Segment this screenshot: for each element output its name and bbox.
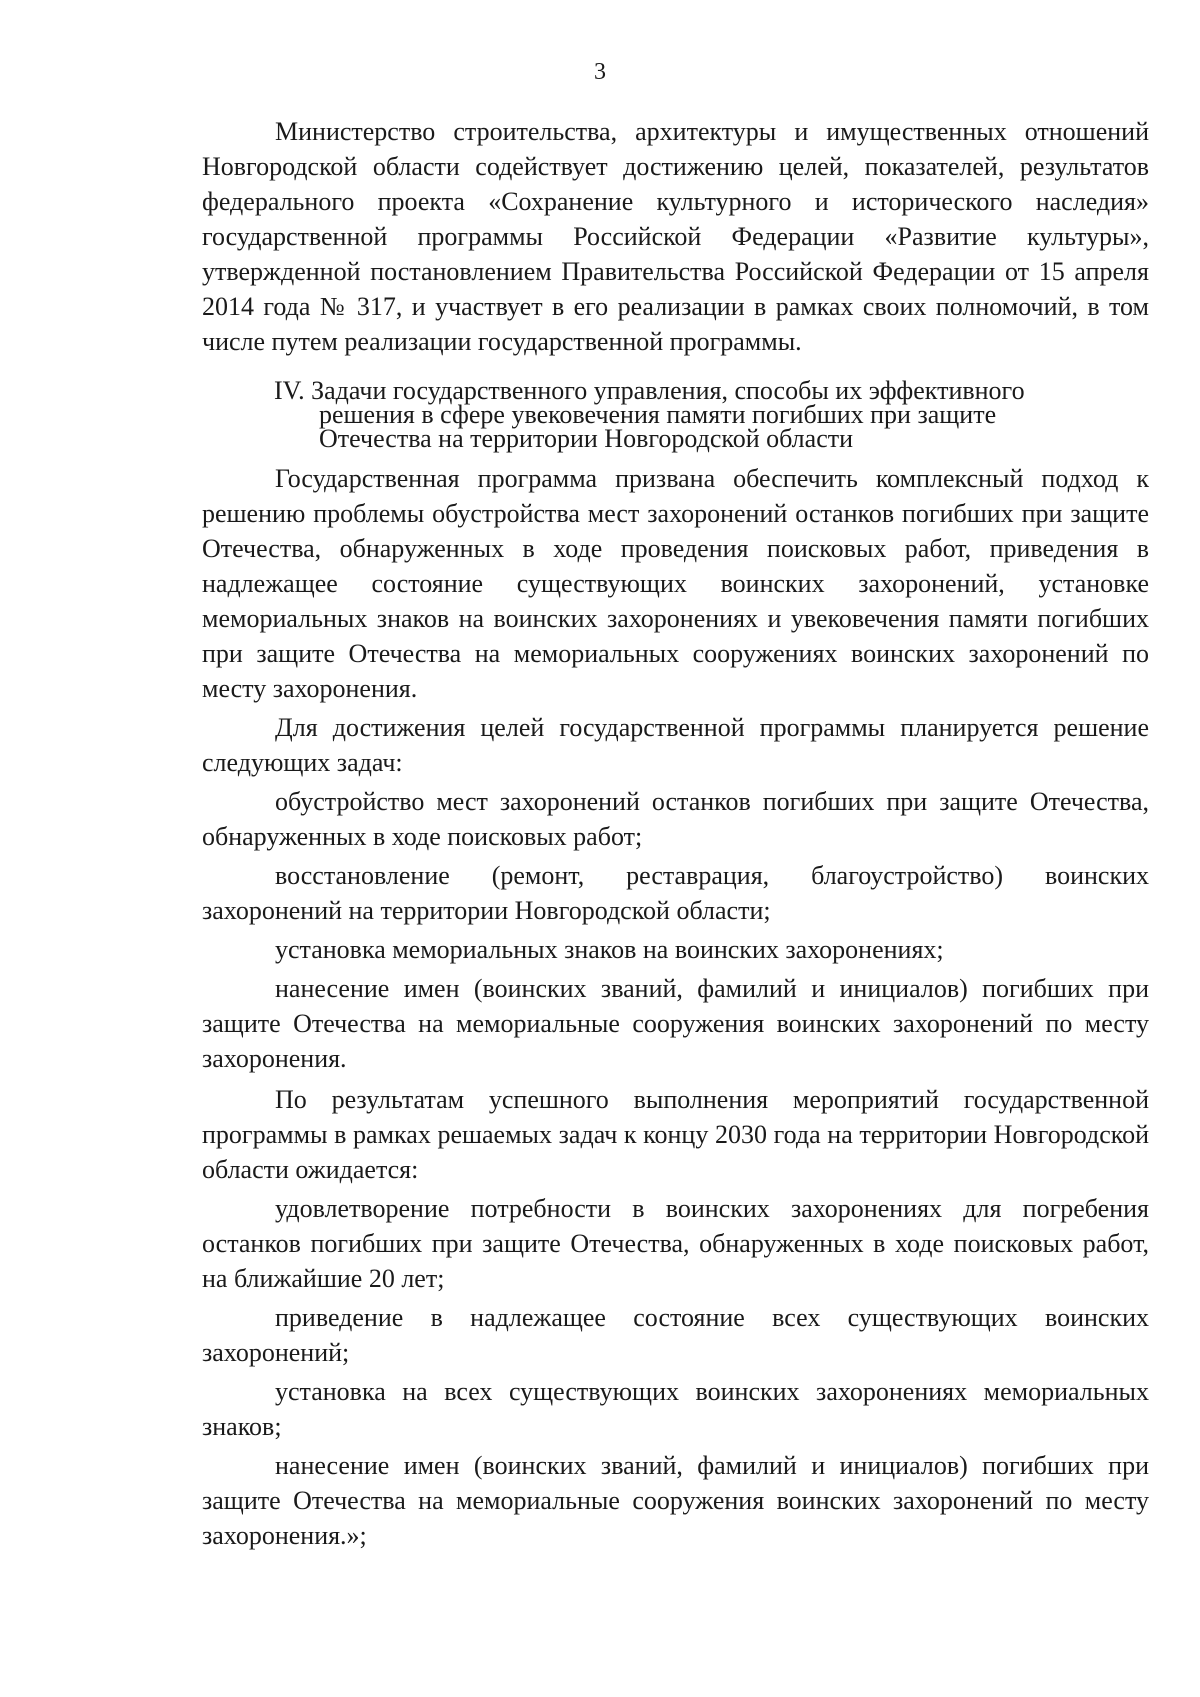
section-heading-line-1: IV. Задачи государственного управления, способы их эффективного [274,376,1025,405]
task-item-memorial-signs: установка мемориальных знаков на воинских захоронениях; [275,935,944,964]
paragraph-ministry-role: Министерство строительства, архитектуры и имущественных отношений Новгородской области содействует достижению целей, показателей, результатов федерального проекта «Сохранение культурного и исторического наследия» государственной программы Российской Федерации «Развитие культуры», утвержденной постановлением Правительства Российской Федерации от 15 апреля 2014 года № 317, и участвует в его реализации в рамках своих полномочий, в том числе путем реализации государственной программы. [202,117,1149,356]
result-item-condition: приведение в надлежащее состояние всех существующих воинских захоронений; [202,1303,1149,1367]
paragraph-tasks-intro: Для достижения целей государственной программы планируется решение следующих задач: [202,713,1149,777]
section-heading-line-3: Отечества на территории Новгородской области [319,424,854,453]
section-heading-line-2: решения в сфере увековечения памяти погибших при защите [319,400,997,429]
result-item-burial-needs: удовлетворение потребности в воинских захоронениях для погребения останков погибших при защите Отечества, обнаруженных в ходе поисковых работ, на ближайшие 20 лет; [202,1194,1149,1293]
task-item-names: нанесение имен (воинских званий, фамилий и инициалов) погибших при защите Отечества на мемориальные сооружения воинских захоронений по месту захоронения. [202,974,1149,1073]
page-number: 3 [594,59,606,85]
paragraph-program-purpose: Государственная программа призвана обеспечить комплексный подход к решению проблемы обустройства мест захоронений останков погибших при защите Отечества, обнаруженных в ходе проведения поисковых работ, приведения в надлежащее состояние существующих воинских захоронений, установке мемориальных знаков на воинских захоронениях и увековечения памяти погибших при защите Отечества на мемориальных сооружениях воинских захоронений по месту захоронения. [202,464,1149,703]
section-heading [202,376,1149,453]
paragraph-expected-results: По результатам успешного выполнения мероприятий государственной программы в рамках решаемых задач к концу 2030 года на территории Новгородской области ожидается: [202,1085,1149,1184]
task-item-burial-sites: обустройство мест захоронений останков погибших при защите Отечества, обнаруженных в ходе поисковых работ; [202,787,1149,851]
result-item-memorial-signs: установка на всех существующих воинских захоронениях мемориальных знаков; [202,1377,1149,1441]
task-item-restoration: восстановление (ремонт, реставрация, благоустройство) воинских захоронений на территории Новгородской области; [202,861,1149,925]
document-body [202,114,1149,1557]
result-item-names: нанесение имен (воинских званий, фамилий и инициалов) погибших при защите Отечества на мемориальные сооружения воинских захоронений по месту захоронения.»; [202,1451,1149,1550]
